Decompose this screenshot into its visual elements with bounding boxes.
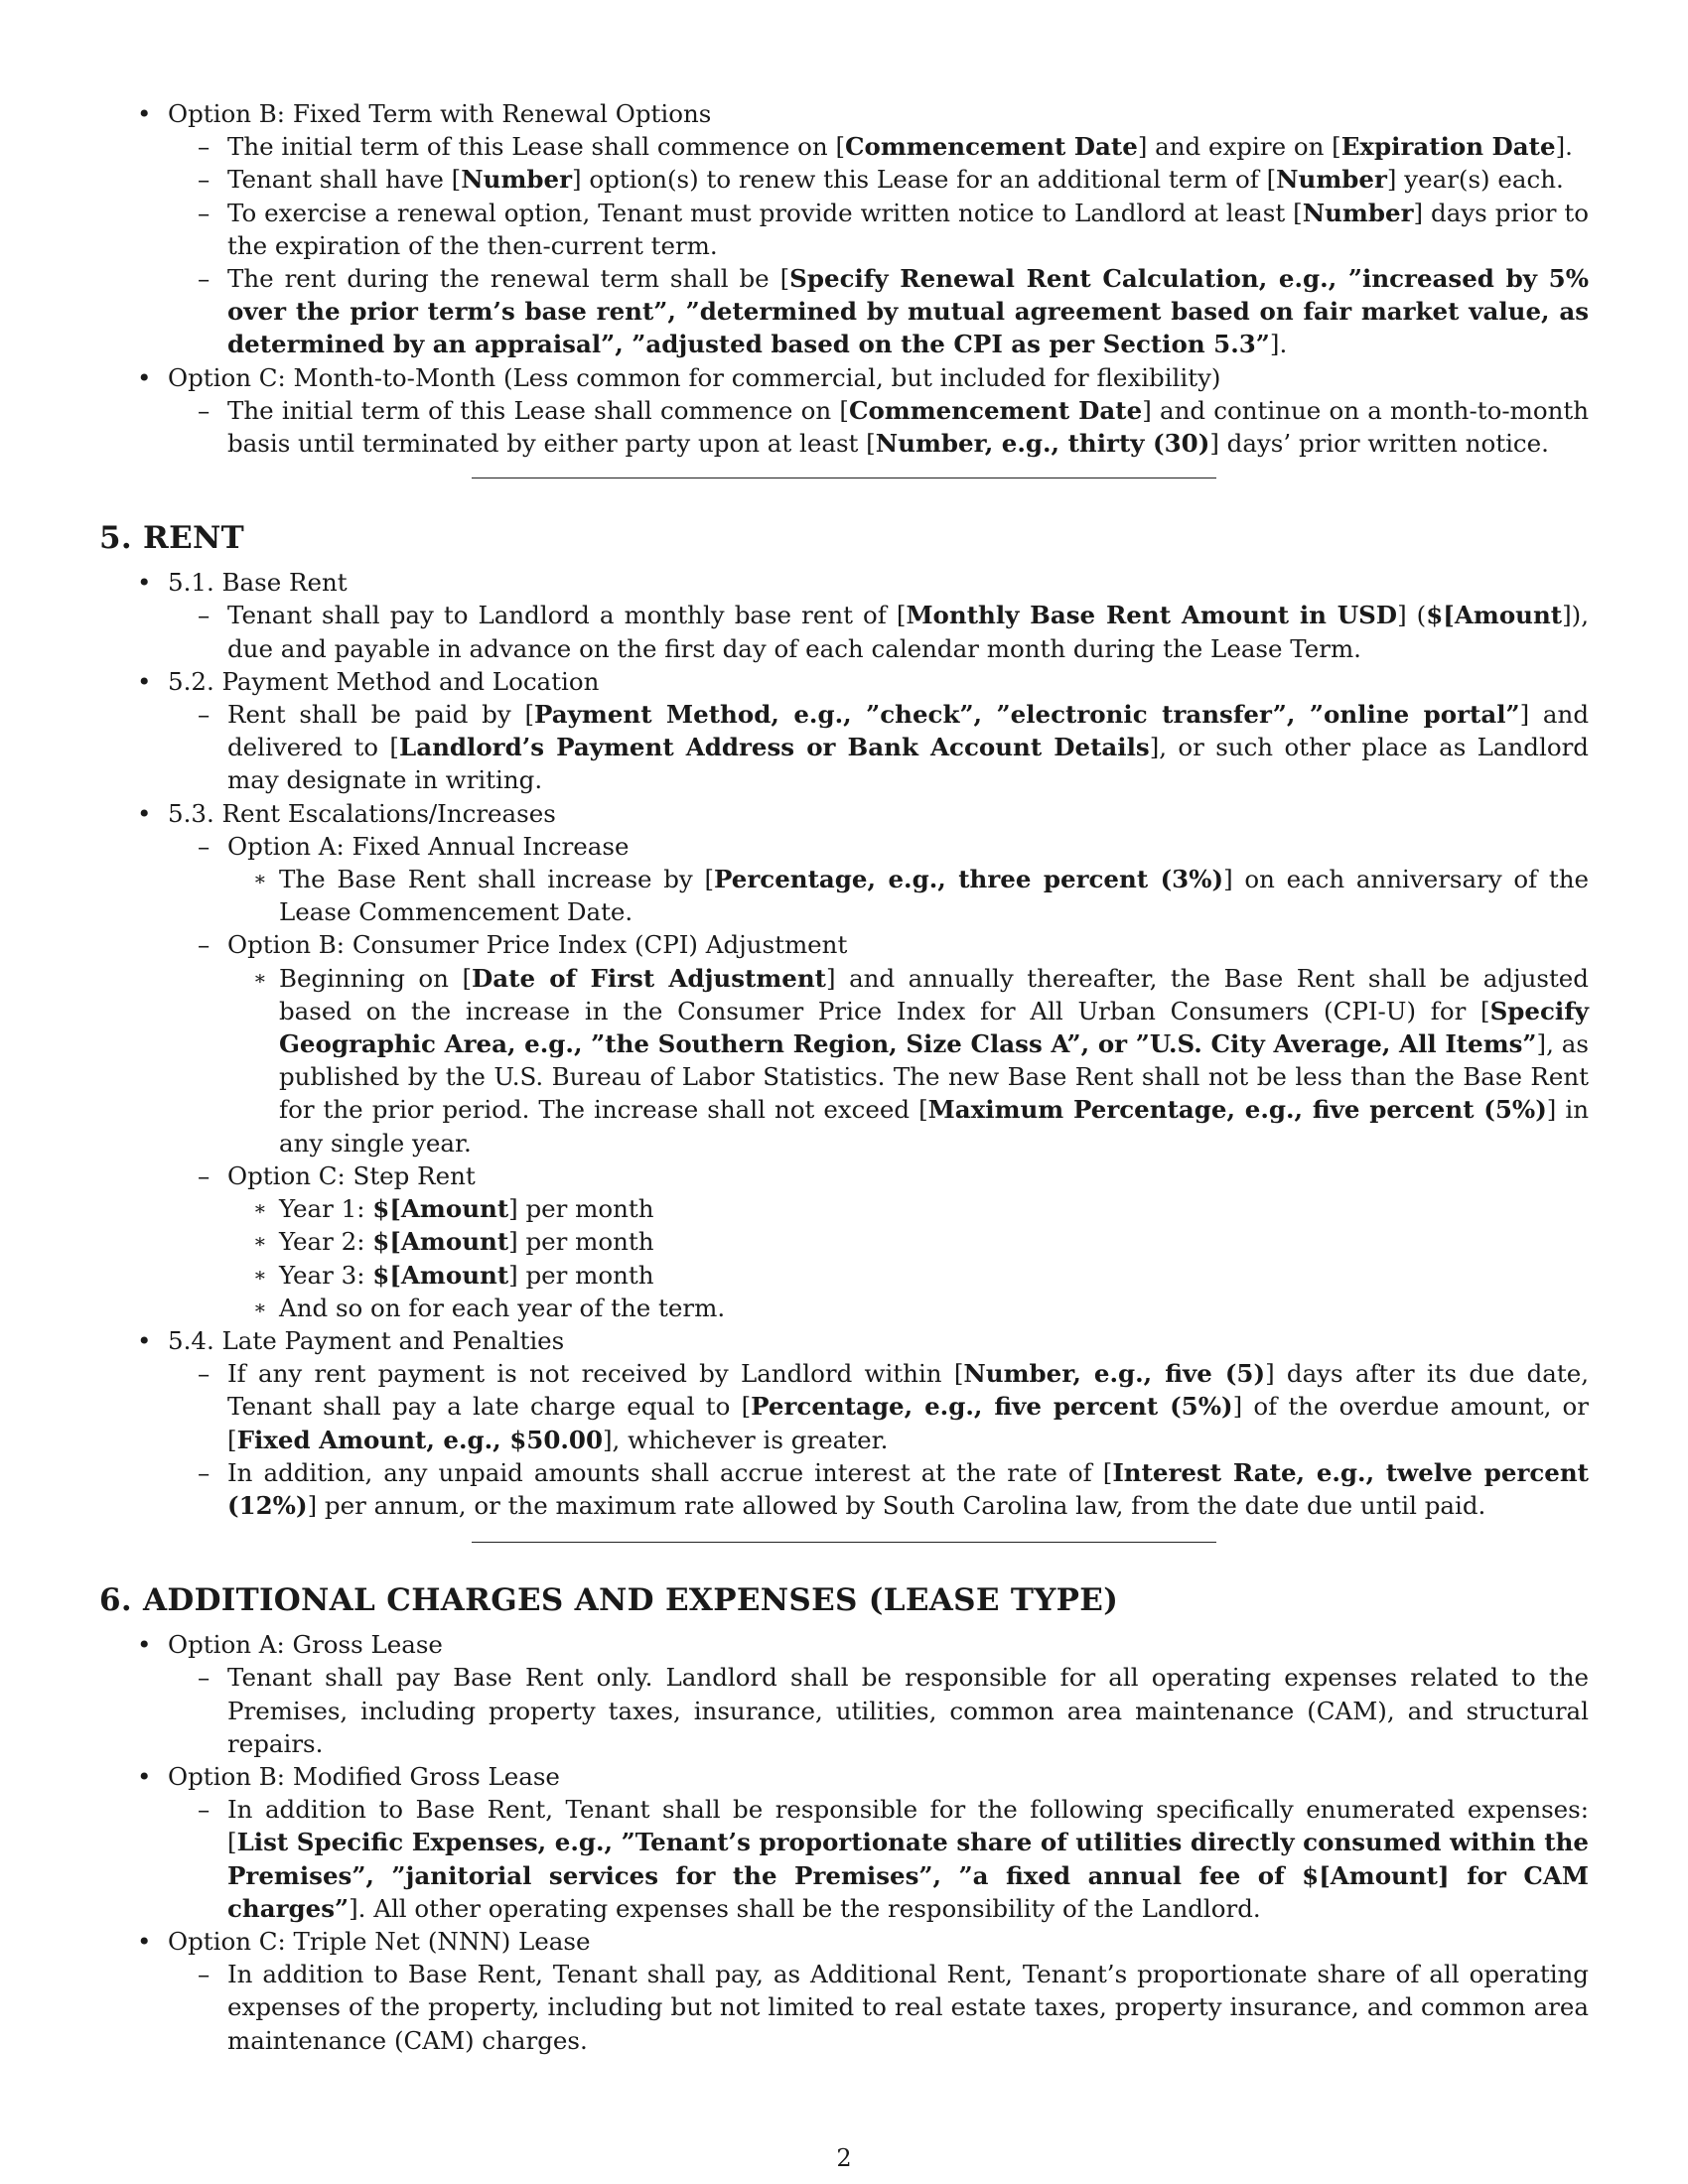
placeholder-field: Number — [461, 165, 572, 195]
charges-option-a: • Option A: Gross Lease – Tenant shall pay Base Rent only. Landlord shall be responsible for all operating expenses related to the Premises, including property taxes, insurance, utilities, common area maintenance (CAM), and structural repairs. — [99, 1628, 1589, 1760]
placeholder-field: $[Amount — [1426, 601, 1563, 630]
section-heading-additional-charges: 6. ADDITIONAL CHARGES AND EXPENSES (LEASE TYPE) — [99, 1582, 1119, 1619]
list-item: ∗ And so on for each year of the term. — [227, 1292, 1589, 1324]
term-option-b — [99, 97, 1589, 361]
placeholder-field: Number — [1276, 165, 1387, 195]
charges-option-c: • Option C: Triple Net (NNN) Lease – In addition to Base Rent, Tenant shall pay, as Additional Rent, Tenant’s proportionate share of all operating expenses of the property, including but not limited to real estate taxes, property insurance, and common area maintenance (CAM) charges. — [99, 1925, 1589, 2057]
term-option-c — [99, 361, 1589, 461]
page-number: 2 — [836, 2144, 852, 2172]
placeholder-field: Commencement Date — [848, 395, 1143, 425]
list-item: – If any rent payment is not received by Landlord within [Number, e.g., five (5)] days after its due date, Tenant shall pay a late charge equal to [Percentage, e.g., five percent (5%)] of the overdue amount, or [Fixed Amount, e.g., $50.00], whichever is greater. — [168, 1357, 1589, 1456]
placeholder-field: Percentage, e.g., three percent (3%) — [714, 865, 1224, 894]
placeholder-field: Number — [1302, 198, 1414, 227]
escalation-option-b: – Option B: Consumer Price Index (CPI) Adjustment ∗ Beginning on [Date of First Adjustment] and annually thereafter, the Base Rent shall be adjusted based on the increase in the Consumer Price Index for All Urban Consumers (CPI-U) for [Specify Geographic Area, e.g., ”the Southern Region, Size Class A”, or ”U.S. City Average, All Items”], as published by the U.S. Bureau of Labor Statistics. The new Base Rent shall not be less than the Base Rent for the prior period. The increase shall not exceed [Maximum Percentage, e.g., five percent (5%)] in any single year. — [168, 928, 1589, 1159]
placeholder-field: Date of First Adjustment — [472, 963, 826, 993]
rent-base-rent: • 5.1. Base Rent – Tenant shall pay to Landlord a monthly base rent of [Monthly Base Rent Amount in USD] ($[Amount]), due and payable in advance on the first day of each calendar month during the Lease Term. — [99, 566, 1589, 665]
list-item: – Rent shall be paid by [Payment Method, e.g., ”check”, ”electronic transfer”, ”online portal”] and delivered to [Landlord’s Payment Address or Bank Account Details], or such other place as Landlord may designate in writing. — [168, 698, 1589, 797]
list-item: – Tenant shall pay to Landlord a monthly base rent of [Monthly Base Rent Amount in USD] ($[Amount]), due and payable in advance on the first day of each calendar month during the Lease Term. — [168, 599, 1589, 664]
placeholder-field: $[Amount — [372, 1260, 509, 1290]
list-item: ∗ Year 1: $[Amount] per month — [227, 1192, 1589, 1225]
list-item: – The initial term of this Lease shall commence on [Commencement Date] and continue on a month-to-month basis until terminated by either party upon at least [Number, e.g., thirty (30)] days’ prior written notice. — [168, 394, 1589, 460]
list-item: ∗ Year 2: $[Amount] per month — [227, 1225, 1589, 1258]
term-option-b-heading: Option B: Fixed Term with Renewal Options — [168, 99, 712, 128]
placeholder-field: Commencement Date — [845, 132, 1138, 162]
placeholder-field: Number, e.g., thirty (30) — [875, 429, 1210, 459]
term-option-c-heading: Option C: Month-to-Month (Less common for commercial, but included for flexibility) — [168, 362, 1221, 392]
escalation-option-a: – Option A: Fixed Annual Increase ∗ The Base Rent shall increase by [Percentage, e.g., three percent (3%)] on each anniversary of the Lease Commencement Date. — [168, 830, 1589, 929]
placeholder-field: Monthly Base Rent Amount in USD — [906, 601, 1398, 630]
rent-payment-method: • 5.2. Payment Method and Location – Rent shall be paid by [Payment Method, e.g., ”check”, ”electronic transfer”, ”online portal”] and delivered to [Landlord’s Payment Address or Bank Account Details], or such other place as Landlord may designate in writing. — [99, 665, 1589, 797]
section-heading-rent: 5. RENT — [99, 520, 245, 557]
list-item: – The initial term of this Lease shall commence on [Commencement Date] and expire on [Expiration Date]. — [168, 130, 1589, 163]
rent-escalations: • 5.3. Rent Escalations/Increases – Option A: Fixed Annual Increase ∗ The Base Rent shall increase by [Percentage, e.g., three percent (3%)] on each anniversary of the Lease Commencement Date. – Option B: Consumer Price Index (CPI) Adjustment ∗ Beginning on [Date of First Adjustment] and annually thereafter, the Base Rent shall be adjusted based on the increase in the Consumer Price Index for All Urban Consumers (CPI-U) for [Specify Geographic Area, e.g., ”the Southern Region, Size Class A”, or ”U.S. City Average, All Items”], as published by the U.S. Bureau of Labor Statistics. The new Base Rent shall not be less than the Base Rent for the prior period. The increase shall not exceed [Maximum Percentage, e.g., five percent (5%)] in any single year. – Option C: Step Rent ∗ Year 1: $[Amount] per month ∗ Year 2: $[Amount] per month ∗ Year 3: $[Amount] per month ∗ And so on for each year of the term. — [99, 797, 1589, 1324]
list-item: – In addition to Base Rent, Tenant shall be responsible for the following specifically enumerated expenses: [List Specific Expenses, e.g., ”Tenant’s proportionate share of utilities directly consumed within the Premises”, ”janitorial services for the Premises”, ”a fixed annual fee of $[Amount] for CAM charges”]. All other operating expenses shall be the responsibility of the Landlord. — [168, 1793, 1589, 1925]
placeholder-field: Expiration Date — [1340, 132, 1556, 162]
section-divider — [472, 1542, 1216, 1543]
placeholder-field: Landlord’s Payment Address or Bank Account Details — [398, 733, 1150, 762]
list-item: ∗ Year 3: $[Amount] per month — [227, 1259, 1589, 1292]
placeholder-field: Payment Method, e.g., ”check”, ”electronic transfer”, ”online portal” — [534, 700, 1520, 730]
document-page — [99, 97, 1589, 2057]
list-item: – To exercise a renewal option, Tenant must provide written notice to Landlord at least [Number] days prior to the expiration of the then-current term. — [168, 197, 1589, 262]
list-item: – In addition to Base Rent, Tenant shall pay, as Additional Rent, Tenant’s proportionate share of all operating expenses of the property, including but not limited to real estate taxes, property insurance, and common area maintenance (CAM) charges. — [168, 1958, 1589, 2057]
placeholder-field: Maximum Percentage, e.g., five percent (5%) — [927, 1095, 1547, 1125]
list-item: – Tenant shall have [Number] option(s) to renew this Lease for an additional term of [Number] year(s) each. — [168, 163, 1589, 196]
term-options-list — [99, 97, 1589, 460]
placeholder-field: $[Amount — [372, 1194, 509, 1224]
charges-option-b: • Option B: Modified Gross Lease – In addition to Base Rent, Tenant shall be responsible for the following specifically enumerated expenses: [List Specific Expenses, e.g., ”Tenant’s proportionate share of utilities directly consumed within the Premises”, ”janitorial services for the Premises”, ”a fixed annual fee of $[Amount] for CAM charges”]. All other operating expenses shall be the responsibility of the Landlord. — [99, 1760, 1589, 1925]
placeholder-field: Specify Renewal Rent Calculation, e.g., ”increased by 5% over the prior term’s base rent”, ”determined by mutual agreement based on fair market value, as determined by an appraisal”, ”adjusted based on the CPI as per Section 5.3” — [227, 264, 1589, 359]
placeholder-field: Fixed Amount, e.g., $50.00 — [236, 1425, 603, 1454]
rent-list — [99, 566, 1589, 1522]
placeholder-field: $[Amount — [372, 1227, 509, 1257]
placeholder-field: Number, e.g., five (5) — [963, 1359, 1266, 1389]
list-item: – In addition, any unpaid amounts shall accrue interest at the rate of [Interest Rate, e.g., twelve percent (12%)] per annum, or the maximum rate allowed by South Carolina law, from the date due until paid. — [168, 1456, 1589, 1522]
list-item: ∗ Beginning on [Date of First Adjustment] and annually thereafter, the Base Rent shall be adjusted based on the increase in the Consumer Price Index for All Urban Consumers (CPI-U) for [Specify Geographic Area, e.g., ”the Southern Region, Size Class A”, or ”U.S. City Average, All Items”], as published by the U.S. Bureau of Labor Statistics. The new Base Rent shall not be less than the Base Rent for the prior period. The increase shall not exceed [Maximum Percentage, e.g., five percent (5%)] in any single year. — [227, 962, 1589, 1160]
list-item: ∗ The Base Rent shall increase by [Percentage, e.g., three percent (3%)] on each anniversary of the Lease Commencement Date. — [227, 863, 1589, 928]
placeholder-field: Percentage, e.g., five percent (5%) — [751, 1392, 1233, 1422]
charges-list — [99, 1628, 1589, 2057]
placeholder-field: Interest Rate, e.g., twelve percent (12%) — [227, 1457, 1589, 1520]
list-item: – The rent during the renewal term shall be [Specify Renewal Rent Calculation, e.g., ”increased by 5% over the prior term’s base rent”, ”determined by mutual agreement based on fair market value, as determined by an appraisal”, ”adjusted based on the CPI as per Section 5.3”]. — [168, 262, 1589, 361]
placeholder-field: List Specific Expenses, e.g., ”Tenant’s proportionate share of utilities directly consumed within the Premises”, ”janitorial services for the Premises”, ”a fixed annual fee of $[Amount] for CAM charges” — [227, 1828, 1589, 1923]
rent-late-payment: • 5.4. Late Payment and Penalties – If any rent payment is not received by Landlord within [Number, e.g., five (5)] days after its due date, Tenant shall pay a late charge equal to [Percentage, e.g., five percent (5%)] of the overdue amount, or [Fixed Amount, e.g., $50.00], whichever is greater. – In addition, any unpaid amounts shall accrue interest at the rate of [Interest Rate, e.g., twelve percent (12%)] per annum, or the maximum rate allowed by South Carolina law, from the date due until paid. — [99, 1324, 1589, 1522]
escalation-option-c: – Option C: Step Rent ∗ Year 1: $[Amount] per month ∗ Year 2: $[Amount] per month ∗ Year 3: $[Amount] per month ∗ And so on for each year of the term. — [168, 1160, 1589, 1324]
list-item: – Tenant shall pay Base Rent only. Landlord shall be responsible for all operating expenses related to the Premises, including property taxes, insurance, utilities, common area maintenance (CAM), and structural repairs. — [168, 1661, 1589, 1760]
placeholder-field: Specify Geographic Area, e.g., ”the Southern Region, Size Class A”, or ”U.S. City Average, All Items” — [279, 996, 1589, 1059]
